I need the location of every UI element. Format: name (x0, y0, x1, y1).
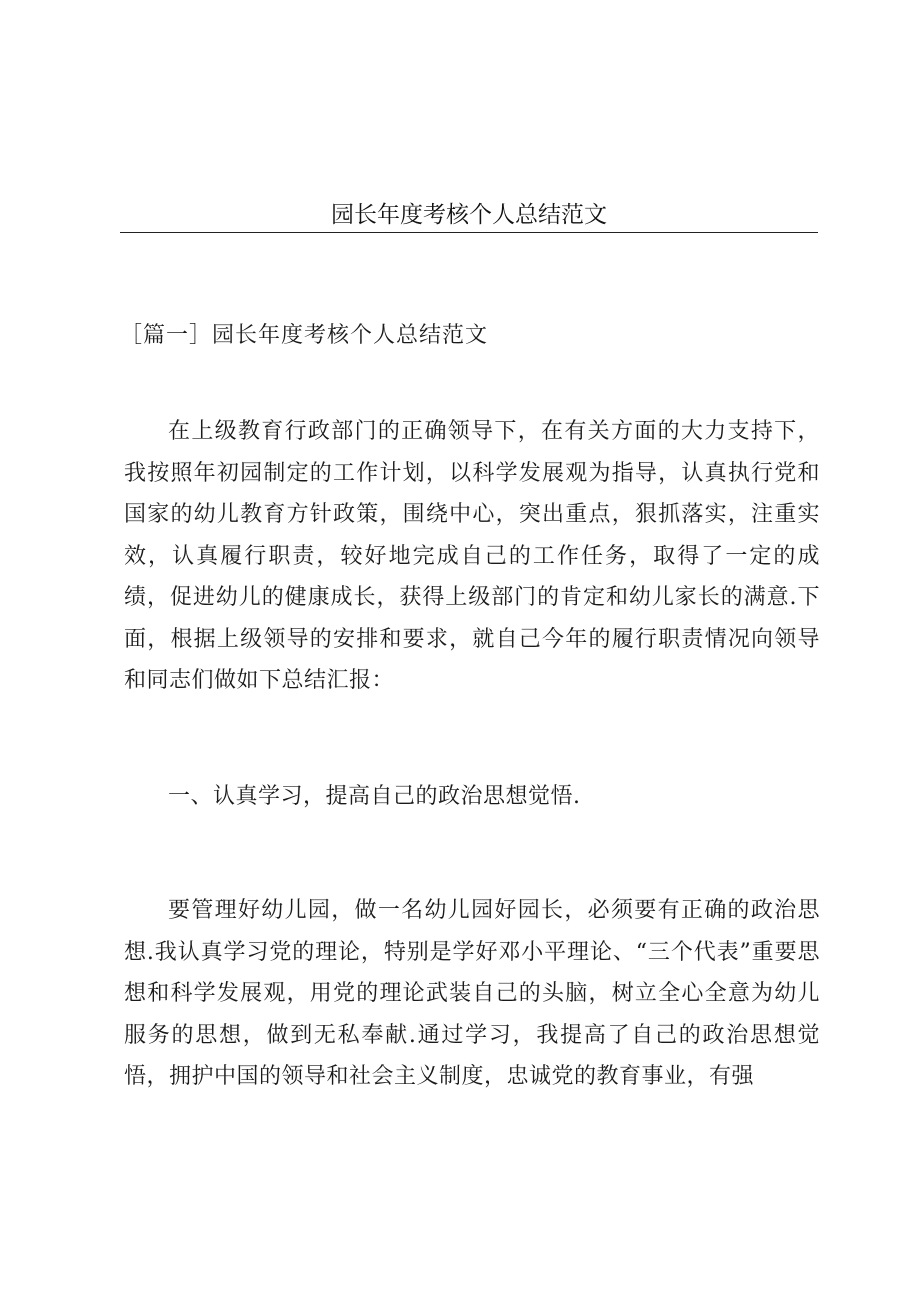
document-title: 园长年度考核个人总结范文 (331, 202, 607, 228)
title-underline (120, 232, 818, 233)
body-paragraph-heading-one: 一、认真学习，提高自己的政治思想觉悟. (168, 784, 581, 809)
body-paragraph-intro: 在上级教育行政部门的正确领导下，在有关方面的大力支持下，我按照年初园制定的工作计划，以科学发展观为指导，认真执行党和国家的幼儿教育方针政策，围绕中心，突出重点，狠抓落实，注重实效，认真履行职责，较好地完成自己的工作任务，取得了一定的成绩，促进幼儿的健康成长，获得上级部门的肯定和幼儿家长的满意.下面，根据上级领导的安排和要求，就自己今年的履行职责情况向领导和同志们做如下总结汇报： (124, 419, 820, 693)
body-paragraph-study: 要管理好幼儿园，做一名幼儿园好园长，必须要有正确的政治思想.我认真学习党的理论，特别是学好邓小平理论、“三个代表”重要思想和科学发展观，用党的理论武装自己的头脑，树立全心全意为幼儿服务的思想，做到无私奉献.通过学习，我提高了自己的政治思想觉悟，拥护中国的领导和社会主义制度，忠诚党的教育事业，有强 (124, 898, 820, 1089)
section-heading: ［篇一］园长年度考核个人总结范文 (120, 323, 489, 348)
